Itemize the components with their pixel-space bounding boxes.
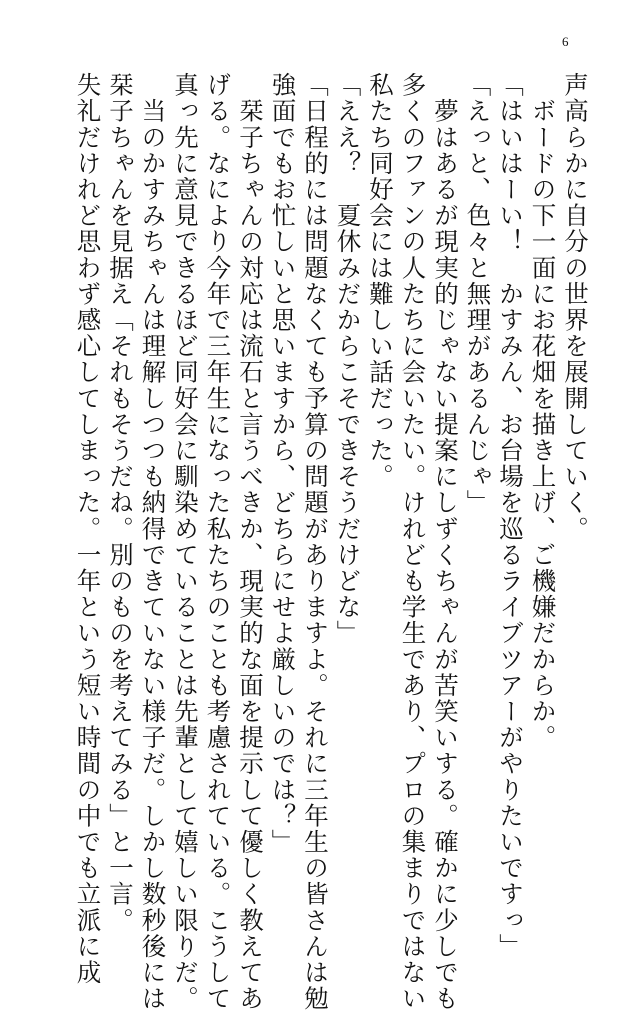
text-line: 「日程的には問題なくても予算の問題がありますよ。それに三年生の皆さんは勉 bbox=[301, 72, 330, 1012]
text-line: げる。なにより今年で三年生になった私たちのことも考慮されている。こうして bbox=[203, 72, 233, 1012]
page-number: 6 bbox=[562, 34, 569, 49]
text-line: 「えっと、色々と無理があるんじゃ」 bbox=[463, 72, 493, 516]
text-line: 私たち同好会には難しい話だった。 bbox=[366, 72, 395, 490]
text-line: 多くのファンの人たちに会いたい。けれども学生であり、プロの集まりではない bbox=[398, 72, 428, 1012]
text-line: 栞子ちゃんの対応は流石と言うべきか、現実的な面を提示して優しく教えてあ bbox=[236, 72, 265, 1012]
text-line: 声高らかに自分の世界を展開していく。 bbox=[561, 72, 590, 542]
text-line: 真っ先に意見できるほど同好会に馴染めていることは先輩として嬉しい限りだ。 bbox=[171, 72, 200, 1012]
text-line: 失礼だけれど思わず感心してしまった。一年という短い時間の中でも立派に成 bbox=[73, 72, 103, 986]
text-line: 「ええ？ 夏休みだからこそできそうだけどな」 bbox=[333, 72, 363, 647]
text-line: 強面でもお忙しいと思いますから、どちらにせよ厳しいのでは？」 bbox=[268, 72, 298, 855]
text-line: ボードの下一面にお花畑を描き上げ、ご機嫌だからか。 bbox=[528, 72, 558, 751]
text-line: 栞子ちゃんを見据え「それもそうだね。別のものを考えてみる」と一言。 bbox=[106, 72, 135, 934]
text-line: 当のかすみちゃんは理解しつつも納得できていない様子だ。しかし数秒後には bbox=[138, 72, 168, 1012]
body-text bbox=[71, 72, 591, 1012]
text-line: 「はいはーい！ かすみん、お台場を巡るライブツアーがやりたいですっ」 bbox=[496, 72, 525, 960]
text-line: 夢はあるが現実的じゃない提案にしずくちゃんが苦笑いする。確かに少しでも bbox=[431, 72, 460, 1012]
